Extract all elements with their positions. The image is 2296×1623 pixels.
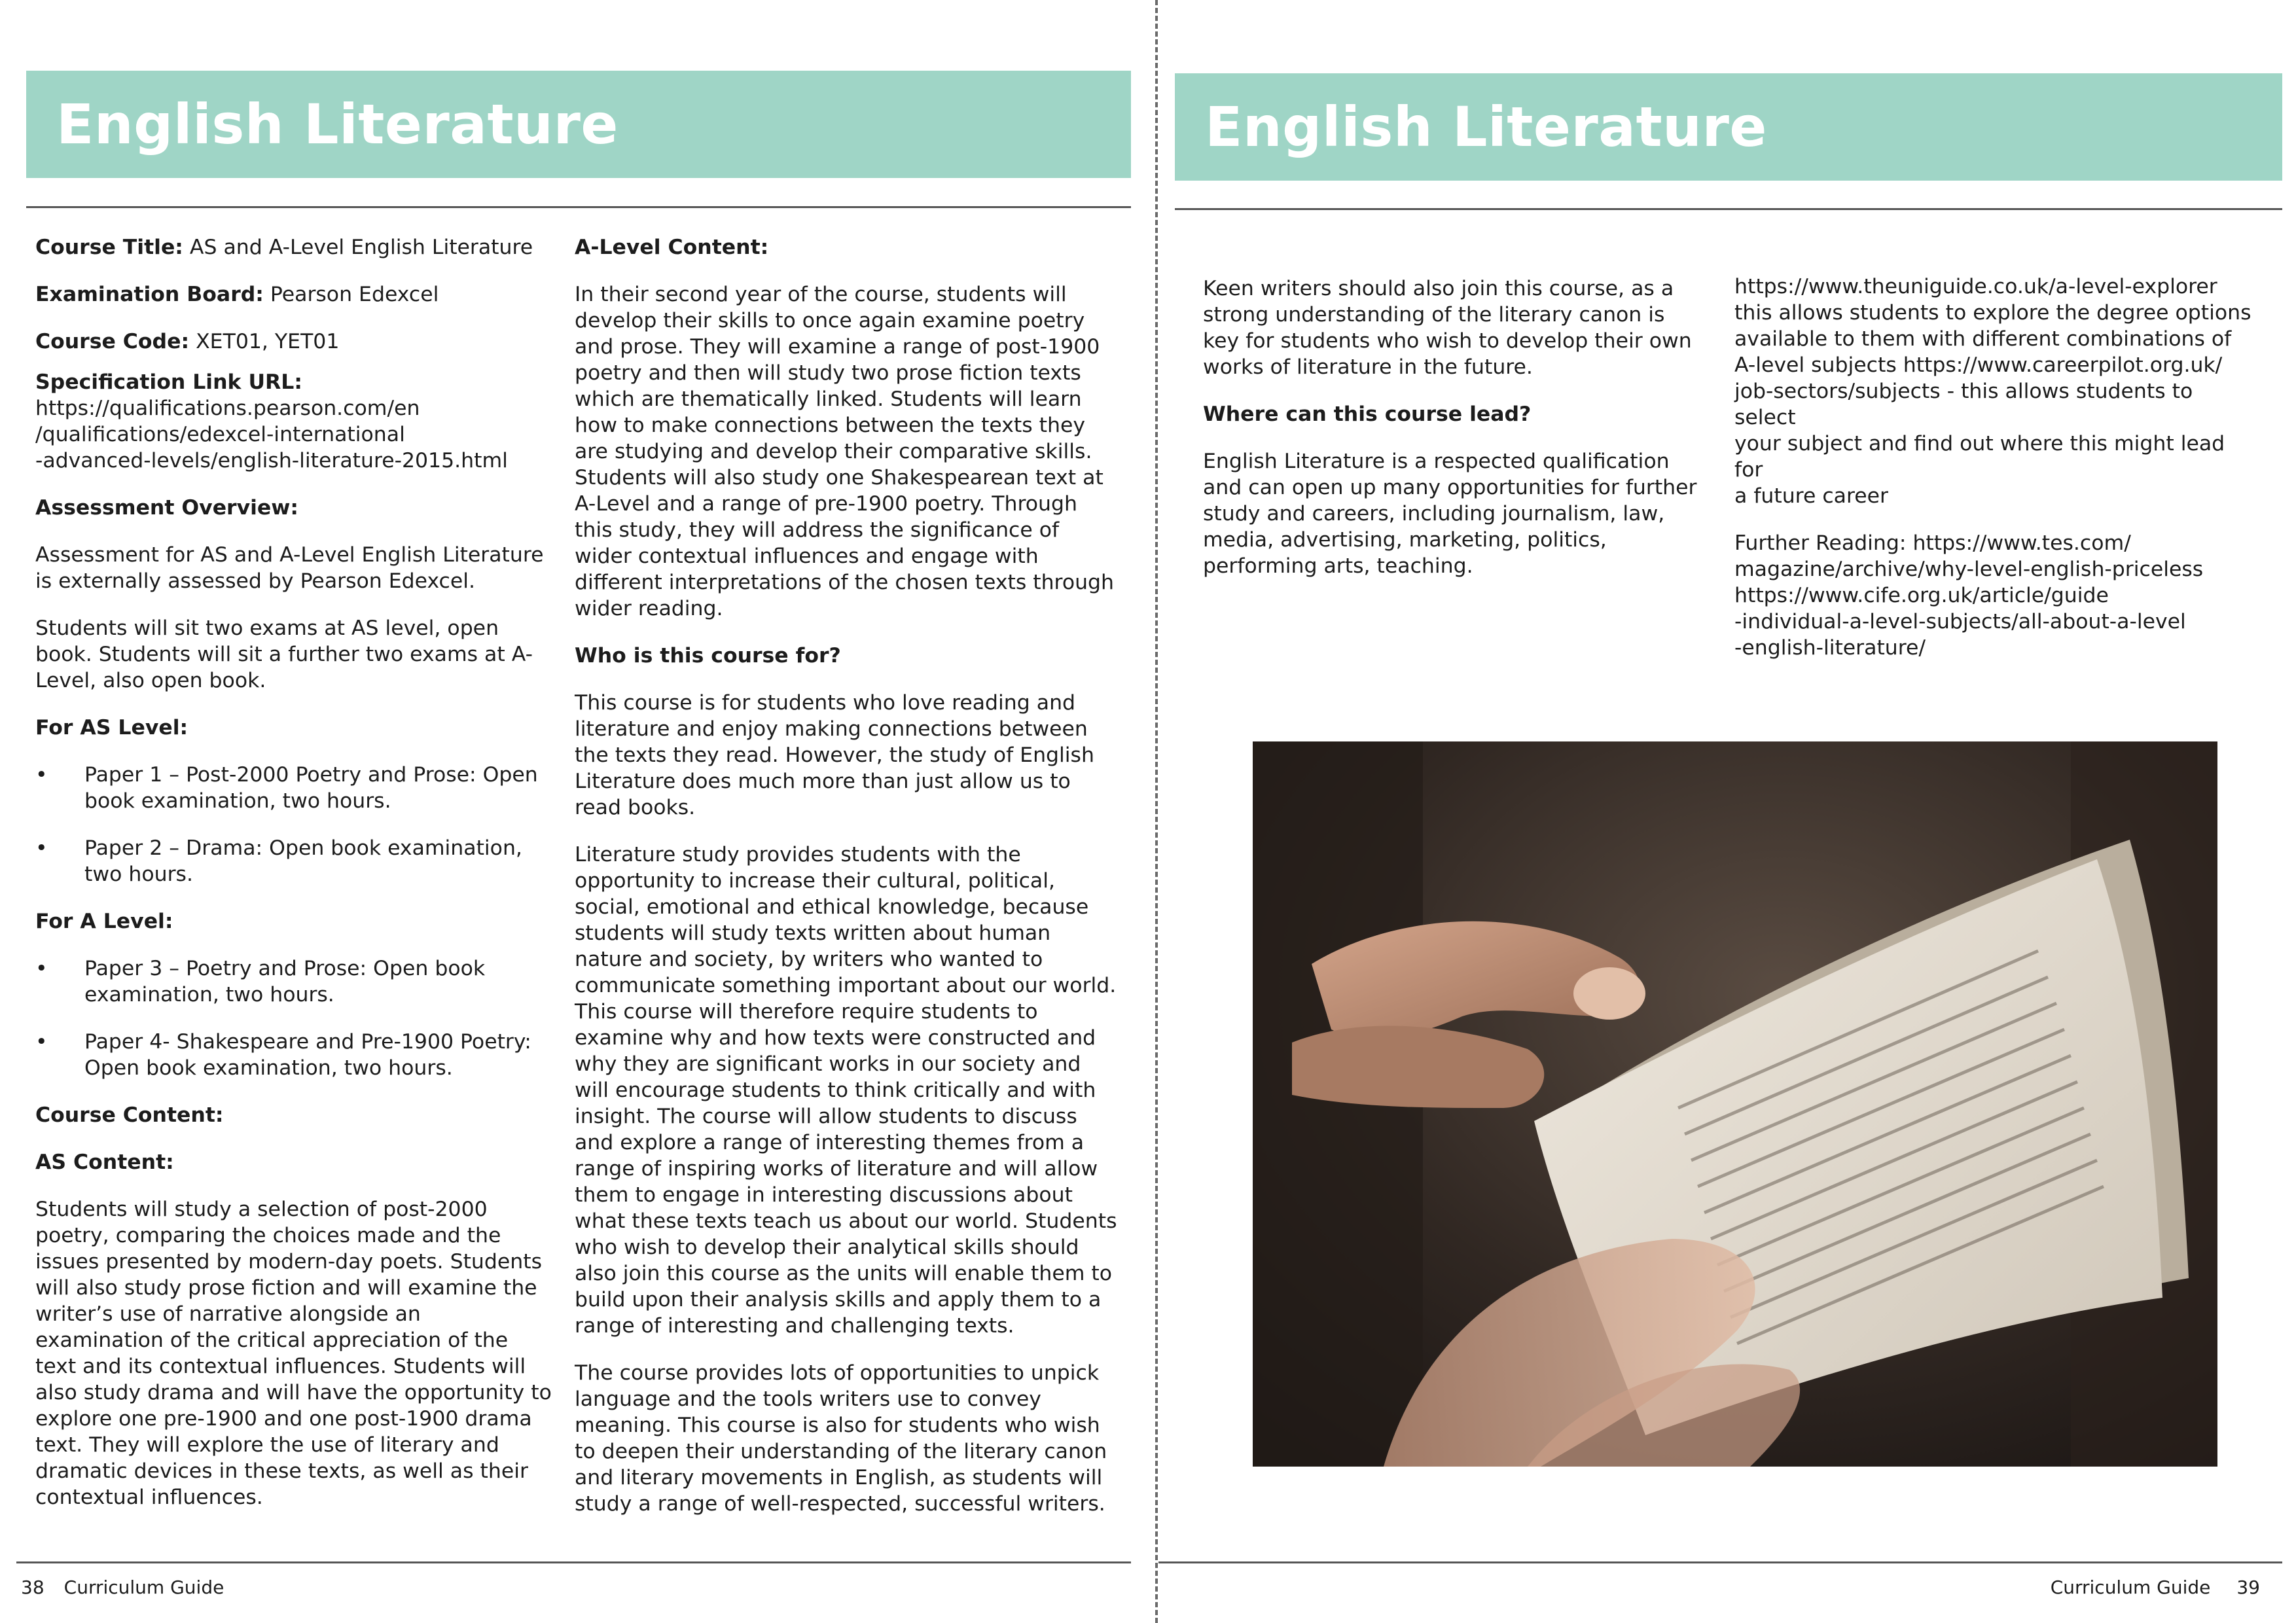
link-line[interactable]: https://www.cife.org.uk/article/guide [1734, 584, 2109, 607]
right-column-2 [1734, 274, 2258, 682]
course-code-label: Course Code: [35, 330, 190, 353]
assessment-paragraph: Assessment for AS and A-Level English Literature is externally assessed by Pearson Edexcel. [35, 543, 544, 593]
lead-paragraph: English Literature is a respected qualification and can open up many opportunities for further study and careers, including journalism, law, media, advertising, marketing, politics, performing arts, teaching. [1203, 450, 1697, 578]
course-title [35, 234, 552, 260]
page-footer [2051, 1576, 2260, 1599]
open-book-illustration [1253, 741, 2217, 1467]
link-line[interactable]: https://www.theuniguide.co.uk/a-level-explorer [1734, 275, 2217, 298]
spec-link-url-line[interactable]: -advanced-levels/english-literature-2015.html [35, 449, 508, 473]
course-title-label: Course Title: [35, 236, 183, 259]
spec-link [35, 369, 552, 474]
left-column-1 [35, 234, 552, 1531]
text-line: available to them with different combinations of [1734, 327, 2232, 351]
a-level-content-paragraph: In their second year of the course, students will develop their skills to once again examine poetry and prose. They will examine a range of post-1900 poetry and then will study two prose fiction texts which are thematically linked. Students will learn how to make connections between the texts they are studying and develop their comparative skills. Students will also study one Shakespearean text at A-Level and a range of pre-1900 poetry. Through this study, they will address the significance of wider contextual influences and engage with different interpretations of the chosen texts through wider reading. [575, 283, 1115, 620]
list-item: • Paper 4- Shakespeare and Pre-1900 Poetry: Open book examination, two hours. [35, 1030, 531, 1080]
footer-rule [16, 1561, 1131, 1563]
header-rule [1175, 208, 2282, 210]
page-number: 39 [2236, 1577, 2260, 1598]
lead-heading: Where can this course lead? [1203, 402, 1532, 426]
a-level-content-heading: A-Level Content: [575, 236, 769, 259]
footer-label: Curriculum Guide [2050, 1577, 2211, 1598]
as-content-heading: AS Content: [35, 1150, 174, 1174]
link-line[interactable]: A-level subjects https://www.careerpilot.org.uk/ [1734, 353, 2223, 377]
page-footer [21, 1576, 224, 1599]
text-line: your subject and find out where this might lead for [1734, 432, 2225, 482]
header-rule [26, 206, 1131, 208]
exam-board-value: Pearson Edexcel [270, 283, 439, 306]
link-line[interactable]: job-sectors/subjects - this allows students to select [1734, 380, 2193, 429]
spec-link-label: Specification Link URL: [35, 370, 302, 394]
link-line[interactable]: -english-literature/ [1734, 636, 1926, 660]
who-for-paragraph: The course provides lots of opportunities to unpick language and the tools writers use to convey meaning. This course is also for students who wish to deepen their understanding of the literary canon and literary movements in English, as students will study a range of well-respected, successful writers. [575, 1361, 1107, 1516]
spec-link-url-line[interactable]: /qualifications/edexcel-international [35, 423, 405, 446]
further-reading-paragraph [1734, 530, 2258, 661]
text-line: a future career [1734, 484, 1888, 508]
as-level-list [35, 762, 552, 887]
keen-writers-paragraph: Keen writers should also join this course, as a strong understanding of the literary canon is key for students who wish to develop their own works of literature in the future. [1203, 277, 1692, 379]
assessment-paragraph: Students will sit two exams at AS level, open book. Students will sit a further two exams at A-Level, also open book. [35, 616, 533, 692]
who-for-paragraph: Literature study provides students with the opportunity to increase their cultural, political, social, emotional and ethical knowledge, because students will study texts written about human nature and society, by writers who wanted to communicate something important about our world. This course will therefore require students to examine why and how texts were constructed and why they are significant works in our society and will encourage students to think critically and with insight. The course will allow students to discuss and explore a range of interesting themes from a range of inspiring works of literature and will allow them to engage in interesting discussions about what these texts teach us about our world. Students who wish to develop their analytical skills should also join this course as the units will enable them to build upon their analysis skills and apply them to a range of interesting and challenging texts. [575, 843, 1117, 1338]
a-level-heading: For A Level: [35, 910, 173, 933]
course-content-heading: Course Content: [35, 1103, 224, 1127]
assessment-heading: Assessment Overview: [35, 496, 298, 520]
footer-rule [1158, 1561, 2282, 1563]
link-line[interactable]: -individual-a-level-subjects/all-about-a-level [1734, 610, 2186, 633]
who-for-paragraph: This course is for students who love reading and literature and enjoy making connections between the texts they read. However, the study of English Literature does much more than just allow us to read books. [575, 691, 1094, 819]
exam-board [35, 281, 552, 308]
list-item: • Paper 2 – Drama: Open book examination, two hours. [35, 836, 522, 886]
as-level-heading: For AS Level: [35, 716, 188, 740]
course-code [35, 329, 552, 355]
page-title: English Literature [26, 71, 1131, 178]
spec-link-url-line[interactable]: https://qualifications.pearson.com/en [35, 397, 420, 420]
page-title: English Literature [1175, 73, 2282, 181]
footer-label: Curriculum Guide [63, 1577, 224, 1598]
link-line[interactable]: Further Reading: https://www.tes.com/ [1734, 531, 2131, 555]
text-line: this allows students to explore the degree options [1734, 301, 2251, 325]
exam-board-label: Examination Board: [35, 283, 264, 306]
page-number: 38 [21, 1577, 45, 1598]
list-item: • Paper 1 – Post-2000 Poetry and Prose: Open book examination, two hours. [35, 763, 538, 813]
course-code-value: XET01, YET01 [196, 330, 340, 353]
right-column-1 [1203, 276, 1707, 600]
open-book-photo [1253, 741, 2217, 1467]
a-level-list [35, 955, 552, 1081]
list-item: • Paper 3 – Poetry and Prose: Open book examination, two hours. [35, 957, 486, 1007]
left-column-2 [575, 234, 1118, 1538]
page-39 [1158, 0, 2296, 1623]
link-line[interactable]: magazine/archive/why-level-english-priceless [1734, 558, 2204, 581]
who-for-heading: Who is this course for? [575, 644, 841, 668]
page-fold-divider [1155, 0, 1158, 1623]
course-title-value: AS and A-Level English Literature [189, 236, 533, 259]
links-paragraph [1734, 274, 2258, 509]
as-content-paragraph: Students will study a selection of post-2000 poetry, comparing the choices made and the issues presented by modern-day poets. Students will also study prose fiction and will examine the writer’s use of narrative alongside an examination of the critical appreciation of the text and its contextual influences. Students will also study drama and will have the opportunity to explore one pre-1900 and one post-1900 drama text. They will explore the use of literary and dramatic devices in these texts, as well as their contextual influences. [35, 1198, 552, 1509]
